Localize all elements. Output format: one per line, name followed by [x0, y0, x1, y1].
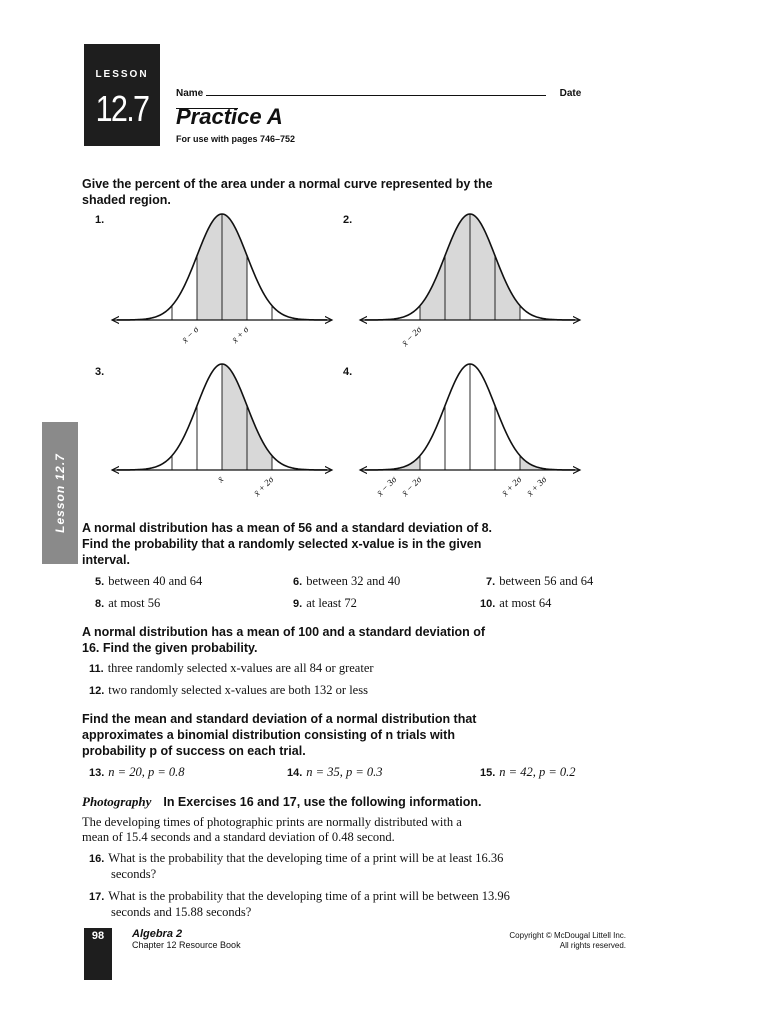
exercise-17: 17. What is the probability that the developing time of a print will be between 13.96 seconds and 15.88 seconds?	[89, 889, 510, 919]
section2-instruction: A normal distribution has a mean of 56 and a standard deviation of 8. Find the probability that a randomly selected x-value is in the given interval.	[82, 521, 493, 567]
section5-info: The developing times of photographic prints are normally distributed with a mean of 15.4 seconds and a standard deviation of 0.48 second.	[82, 815, 462, 844]
normal-curve-graph-1	[112, 214, 332, 346]
exercise-13: 13. n = 20, p = 0.8	[89, 765, 185, 779]
axis-label-3-1: x̄	[215, 474, 226, 485]
name-label: Name	[176, 88, 204, 99]
exercise-12: 12. two randomly selected x-values are both 132 or less	[89, 683, 368, 697]
book-title: Algebra 2	[132, 928, 183, 940]
page-number: 98	[91, 930, 105, 942]
exercise-15: 15. n = 42, p = 0.2	[480, 765, 576, 779]
exercise-16: 16. What is the probability that the developing time of a print will be at least 16.36 seconds?	[89, 851, 504, 881]
exercise-6: 6. between 32 and 40	[293, 574, 401, 588]
axis-label-3-2: x̄ + 2σ	[251, 474, 276, 499]
graph-3-number: 3.	[95, 366, 105, 378]
axis-label-4-3: x̄ + 2σ	[499, 474, 524, 499]
section5-heading	[82, 793, 522, 811]
normal-curve-graph-2	[360, 214, 580, 349]
copyright: Copyright © McDougal Littell Inc. All rights reserved.	[509, 931, 626, 950]
exercise-11: 11. three randomly selected x-values are all 84 or greater	[89, 661, 374, 675]
axis-label-1-1: x̄ − σ	[179, 324, 201, 345]
side-tab	[42, 422, 78, 564]
graph-1-number: 1.	[95, 214, 105, 226]
graph-2-number: 2.	[343, 214, 353, 226]
axis-label-2-1: x̄ − 2σ	[399, 324, 424, 349]
graph-4-number: 4.	[343, 366, 353, 378]
section4-instruction: Find the mean and standard deviation of a normal distribution that approximates a binomial distribution consisting of n trials with probability p of success on each trial.	[82, 712, 477, 758]
normal-curve-graph-4	[360, 364, 580, 499]
section1-instruction: Give the percent of the area under a normal curve represented by the shaded region.	[82, 177, 493, 207]
book-subtitle: Chapter 12 Resource Book	[132, 940, 241, 950]
axis-label-1-2: x̄ + σ	[229, 324, 251, 345]
exercise-14: 14. n = 35, p = 0.3	[287, 765, 383, 779]
section5-topic: Photography	[82, 794, 152, 809]
exercise-8: 8. at most 56	[95, 596, 161, 610]
side-tab-label: Lesson 12.7	[53, 453, 67, 533]
lesson-number: 12.7	[95, 88, 149, 129]
page-subtitle: For use with pages 746–752	[176, 134, 296, 144]
axis-label-4-4: x̄ + 3σ	[524, 474, 549, 499]
page-title: Practice A	[176, 104, 283, 129]
axis-label-4-1: x̄ − 3σ	[374, 474, 399, 499]
book-info	[132, 928, 241, 950]
exercise-7: 7. between 56 and 64	[486, 574, 594, 588]
axis-label-4-2: x̄ − 2σ	[399, 474, 424, 499]
page-number-block	[84, 928, 112, 980]
lesson-label: LESSON	[95, 69, 149, 80]
exercise-9: 9. at least 72	[293, 596, 357, 610]
normal-curve-graph-3	[112, 364, 332, 499]
exercise-5: 5. between 40 and 64	[95, 574, 203, 588]
section3-instruction: A normal distribution has a mean of 100 and a standard deviation of 16. Find the given probability.	[82, 625, 486, 655]
exercise-10: 10. at most 64	[480, 596, 552, 610]
section5-instruction: In Exercises 16 and 17, use the following information.	[163, 795, 482, 809]
date-label: Date	[559, 88, 582, 99]
